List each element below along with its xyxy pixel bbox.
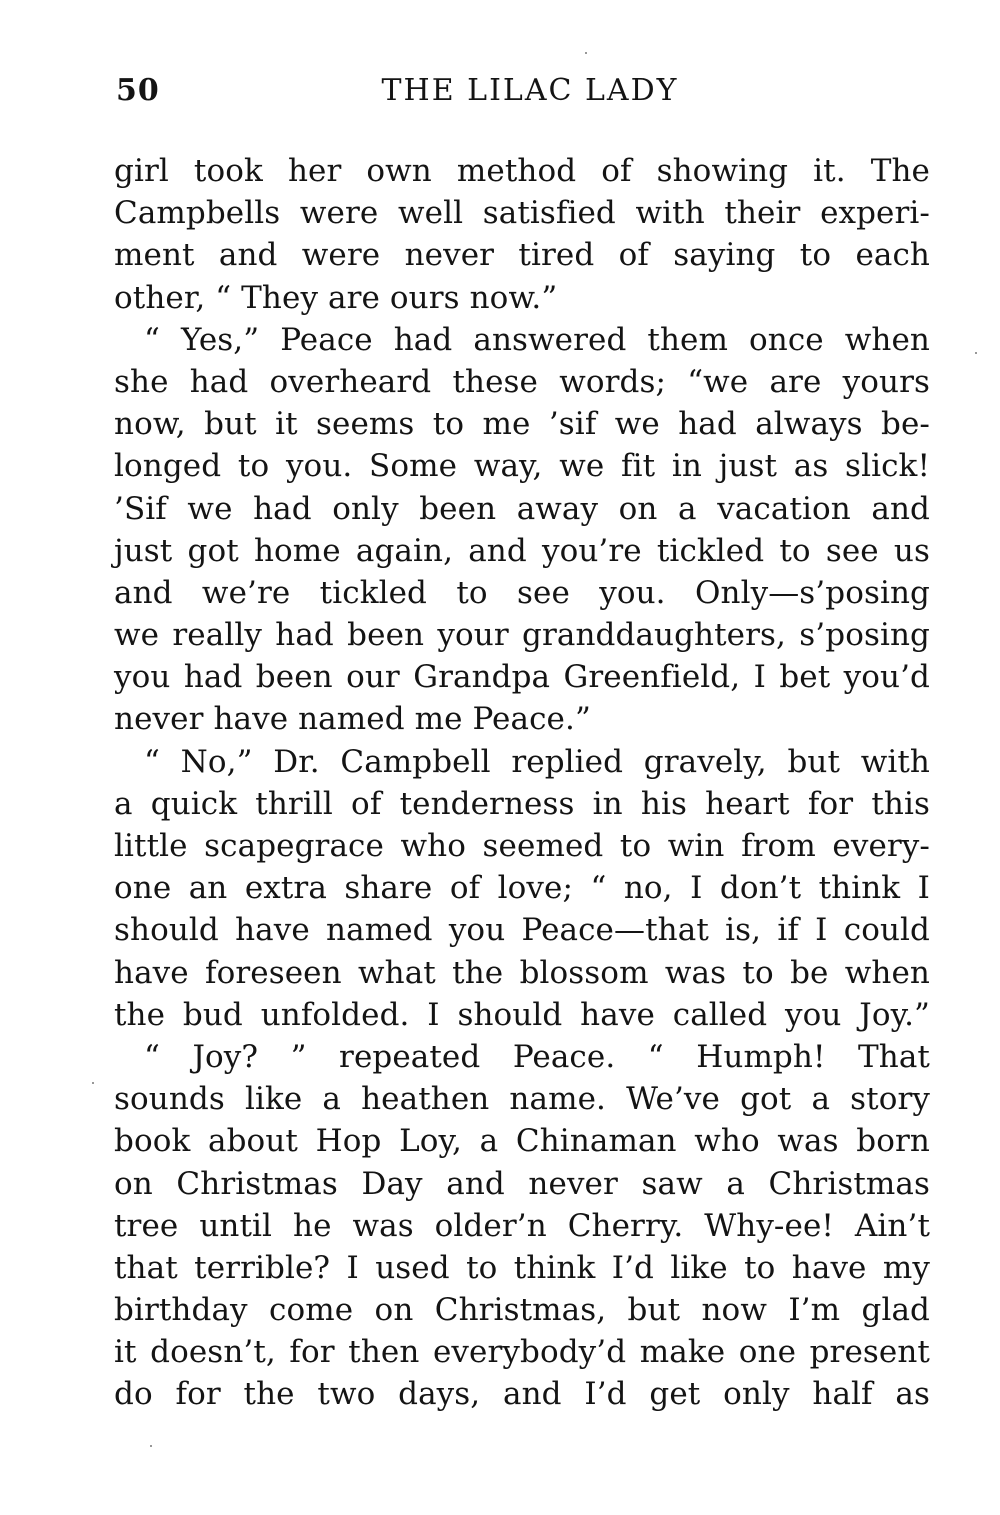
text-line: she had overheard these words; “we are yours [114,363,930,400]
text-line: “ No,” Dr. Campbell replied gravely, but with [144,743,930,780]
text-line: book about Hop Loy, a Chinaman who was born [114,1123,930,1160]
text-line: never have named me Peace.” [114,701,591,738]
text-line: ment and were never tired of saying to each [114,237,930,274]
page-number: 50 [116,73,160,108]
text-line: other, “ They are ours now.” [114,279,558,316]
text-line: little scapegrace who seemed to win from every- [114,828,930,864]
text-line: and we’re tickled to see you. Only—s’posing [114,574,930,611]
running-title: THE LILAC LADY [381,73,679,108]
text-line: just got home again, and you’re tickled to see us [114,532,930,569]
print-speck [92,1082,94,1084]
text-line: the bud unfolded. I should have called you Joy.” [114,996,930,1033]
text-line: ’Sif we had only been away on a vacation and [114,490,930,527]
text-line: tree until he was older’n Cherry. Why-ee! Ain’t [114,1207,930,1244]
text-line: we really had been your granddaughters, s’posing [114,617,930,654]
text-line: now, but it seems to me ’sif we had always be- [114,406,930,443]
text-line: on Christmas Day and never saw a Christmas [114,1165,930,1202]
text-line: “ Yes,” Peace had answered them once when [144,321,930,358]
page-header [116,73,930,113]
body-text [114,150,930,1416]
text-line: a quick thrill of tenderness in his heart for this [114,785,930,822]
text-line: Campbells were well satisfied with their experi- [114,195,930,232]
print-speck [975,352,977,354]
text-line: girl took her own method of showing it. The [114,153,930,189]
text-line: you had been our Grandpa Greenfield, I bet you’d [114,659,930,696]
text-line: have foreseen what the blossom was to be when [114,954,930,991]
text-line: longed to you. Some way, we fit in just as slick! [114,448,930,485]
text-line: “ Joy? ” repeated Peace. “ Humph! That [144,1038,930,1075]
text-line: it doesn’t, for then everybody’d make one present [114,1334,930,1371]
text-line: do for the two days, and I’d get only half as [114,1376,930,1413]
text-line: that terrible? I used to think I’d like to have my [114,1249,930,1286]
text-line: sounds like a heathen name. We’ve got a story [114,1081,930,1118]
print-speck [585,52,587,54]
text-line: should have named you Peace—that is, if I could [114,912,930,949]
text-line: one an extra share of love; “ no, I don’t think I [114,870,930,907]
text-line: birthday come on Christmas, but now I’m glad [114,1292,930,1329]
print-speck [150,1445,152,1447]
